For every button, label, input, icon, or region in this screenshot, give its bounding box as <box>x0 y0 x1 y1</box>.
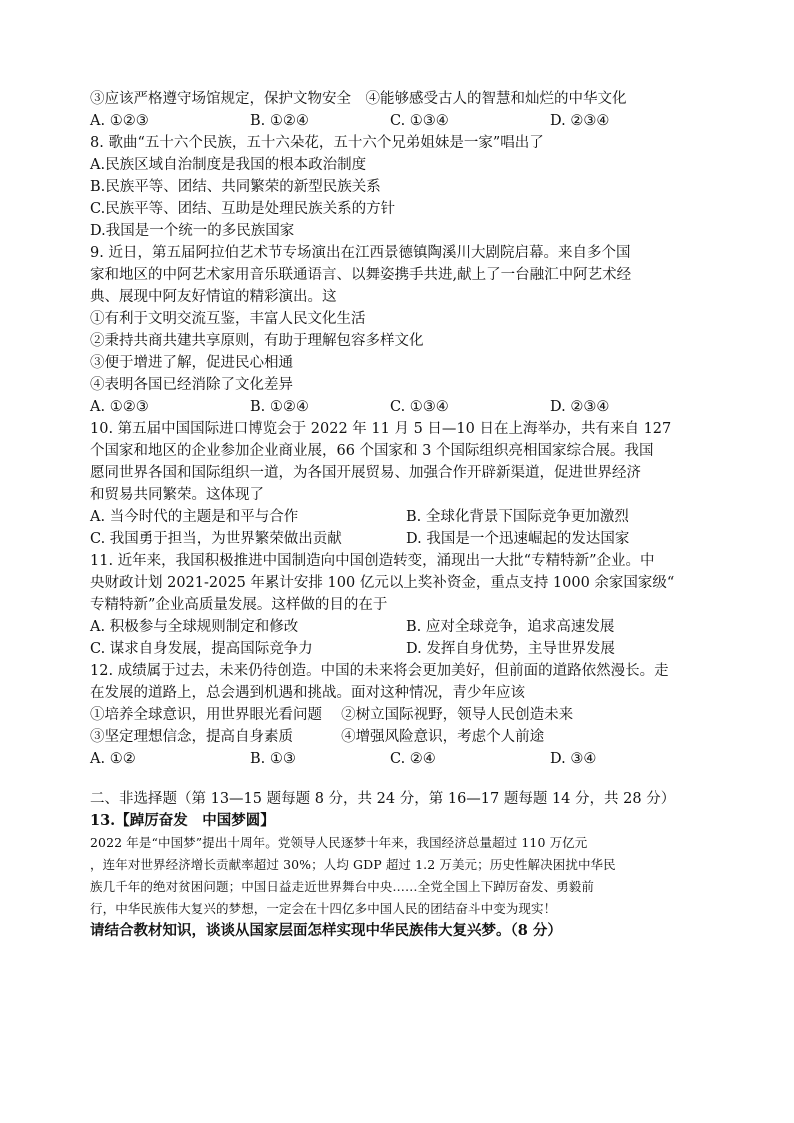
q12-stem-line: 在发展的道路上，总会遇到机遇和挑战。面对这种情况，青少年应该 <box>90 685 525 701</box>
q12-items-line: ③坚定理想信念，提高自身素质 ④增强风险意识，考虑个人前途 <box>90 729 545 745</box>
q12-items-line: ①培养全球意识，用世界眼光看问题 ②树立国际视野，领导人民创造未来 <box>90 707 574 723</box>
q10-stem-line: 愿同世界各国和国际组织一道，为各国开展贸易、加强合作开辟新渠道，促进世界经济 <box>90 465 641 481</box>
q8-option-a: A.民族区域自治制度是我国的根本政治制度 <box>90 157 367 173</box>
q7-items-line: ③应该严格遵守场馆规定，保护文物安全 ④能够感受古人的智慧和灿烂的中华文化 <box>90 91 627 107</box>
q9-option-d: D. ②③④ <box>550 399 610 415</box>
q10-stem-line: 和贸易共同繁荣。这体现了 <box>90 487 264 503</box>
q11-option-d: D. 发挥自身优势，主导世界发展 <box>406 641 615 657</box>
q13-title: 13.【踔厉奋发 中国梦圆】 <box>90 812 275 829</box>
q10-stem-line: 个国家和地区的企业参加企业商业展，66 个国家和 3 个国际组织亮相国家综合展。我国 <box>90 443 654 459</box>
q7-options <box>90 110 710 132</box>
q13-question: 请结合教材知识，谈谈从国家层面怎样实现中华民族伟大复兴梦。（8 分） <box>90 922 562 939</box>
q10-option-b: B. 全球化背景下国际竞争更加激烈 <box>406 509 629 525</box>
q12-options <box>90 748 710 770</box>
q11-stem-line: 央财政计划 2021-2025 年累计安排 100 亿元以上奖补资金，重点支持 1000 余家国家级“ <box>90 575 675 591</box>
q12-option-b: B. ①③ <box>250 751 296 767</box>
q10-options-row <box>90 506 710 528</box>
q13-material-line: 行，中华民族伟大复兴的梦想，一定会在十四亿多中国人民的团结奋斗中变为现实！ <box>90 901 557 916</box>
q7-option-b: B. ①②④ <box>250 113 309 129</box>
q9-stem-line: 家和地区的中阿艺术家用音乐联通语言、以舞姿携手共进,献上了一台融汇中阿艺术经 <box>90 267 632 283</box>
q9-option-a: A. ①②③ <box>90 399 149 415</box>
q9-options <box>90 396 710 418</box>
section-heading: 二、非选择题（第 13—15 题每题 8 分，共 24 分，第 16—17 题每题 14 分，共 28 分） <box>90 791 676 807</box>
q12-option-c: C. ②④ <box>390 751 436 767</box>
q9-stem-line: 9. 近日，第五届阿拉伯艺术节专场演出在江西景德镇陶溪川大剧院启幕。来自多个国 <box>90 245 631 261</box>
q7-option-c: C. ①③④ <box>390 113 449 129</box>
q12-stem-line: 12. 成绩属于过去，未来仍待创造。中国的未来将会更加美好，但前面的道路依然漫长。走 <box>90 663 669 679</box>
q10-options-row <box>90 528 710 550</box>
exam-page <box>90 88 710 942</box>
q8-option-d: D.我国是一个统一的多民族国家 <box>90 223 295 239</box>
q10-option-a: A. 当今时代的主题是和平与合作 <box>90 509 299 525</box>
q9-option-c: C. ①③④ <box>390 399 449 415</box>
q11-stem-line: 11. 近年来，我国积极推进中国制造向中国创造转变，涌现出一大批“专精特新”企业。中 <box>90 553 655 569</box>
q8-stem: 8. 歌曲“五十六个民族，五十六朵花，五十六个兄弟姐妹是一家”唱出了 <box>90 135 544 151</box>
q12-option-a: A. ①② <box>90 751 136 767</box>
q11-options-row <box>90 638 710 660</box>
q7-option-d: D. ②③④ <box>550 113 610 129</box>
q9-item: ①有利于文明交流互鉴，丰富人民文化生活 <box>90 311 366 327</box>
q11-option-a: A. 积极参与全球规则制定和修改 <box>90 619 299 635</box>
q9-item: ④表明各国已经消除了文化差异 <box>90 377 293 393</box>
q10-option-d: D. 我国是一个迅速崛起的发达国家 <box>406 531 630 547</box>
q10-option-c: C. 我国勇于担当，为世界繁荣做出贡献 <box>90 531 342 547</box>
q9-item: ③便于增进了解，促进民心相通 <box>90 355 293 371</box>
q8-option-b: B.民族平等、团结、共同繁荣的新型民族关系 <box>90 179 381 195</box>
q13-material-line: 2022 年是“中国梦”提出十周年。党领导人民逐梦十年来，我国经济总量超过 110 万亿元 <box>90 835 588 850</box>
q9-option-b: B. ①②④ <box>250 399 309 415</box>
q12-option-d: D. ③④ <box>550 751 597 767</box>
q9-stem-line: 典、展现中阿友好情谊的精彩演出。这 <box>90 289 337 305</box>
q13-material-line: ，连年对世界经济增长贡献率超过 30%；人均 GDP 超过 1.2 万美元；历史性解决困扰中华民 <box>90 857 616 872</box>
q11-options-row <box>90 616 710 638</box>
q11-option-c: C. 谋求自身发展，提高国际竞争力 <box>90 641 313 657</box>
q10-stem-line: 10. 第五届中国国际进口博览会于 2022 年 11 月 5 日—10 日在上海举办，共有来自 127 <box>90 421 672 437</box>
q8-option-c: C.民族平等、团结、互助是处理民族关系的方针 <box>90 201 396 217</box>
q7-option-a: A. ①②③ <box>90 113 149 129</box>
q11-option-b: B. 应对全球竞争，追求高速发展 <box>406 619 615 635</box>
q13-material-line: 族几千年的绝对贫困问题；中国日益走近世界舞台中央……全党全国上下踔厉奋发、勇毅前 <box>90 879 595 894</box>
q11-stem-line: 专精特新”企业高质量发展。这样做的目的在于 <box>90 597 388 613</box>
q9-item: ②秉持共商共建共享原则，有助于理解包容多样文化 <box>90 333 424 349</box>
